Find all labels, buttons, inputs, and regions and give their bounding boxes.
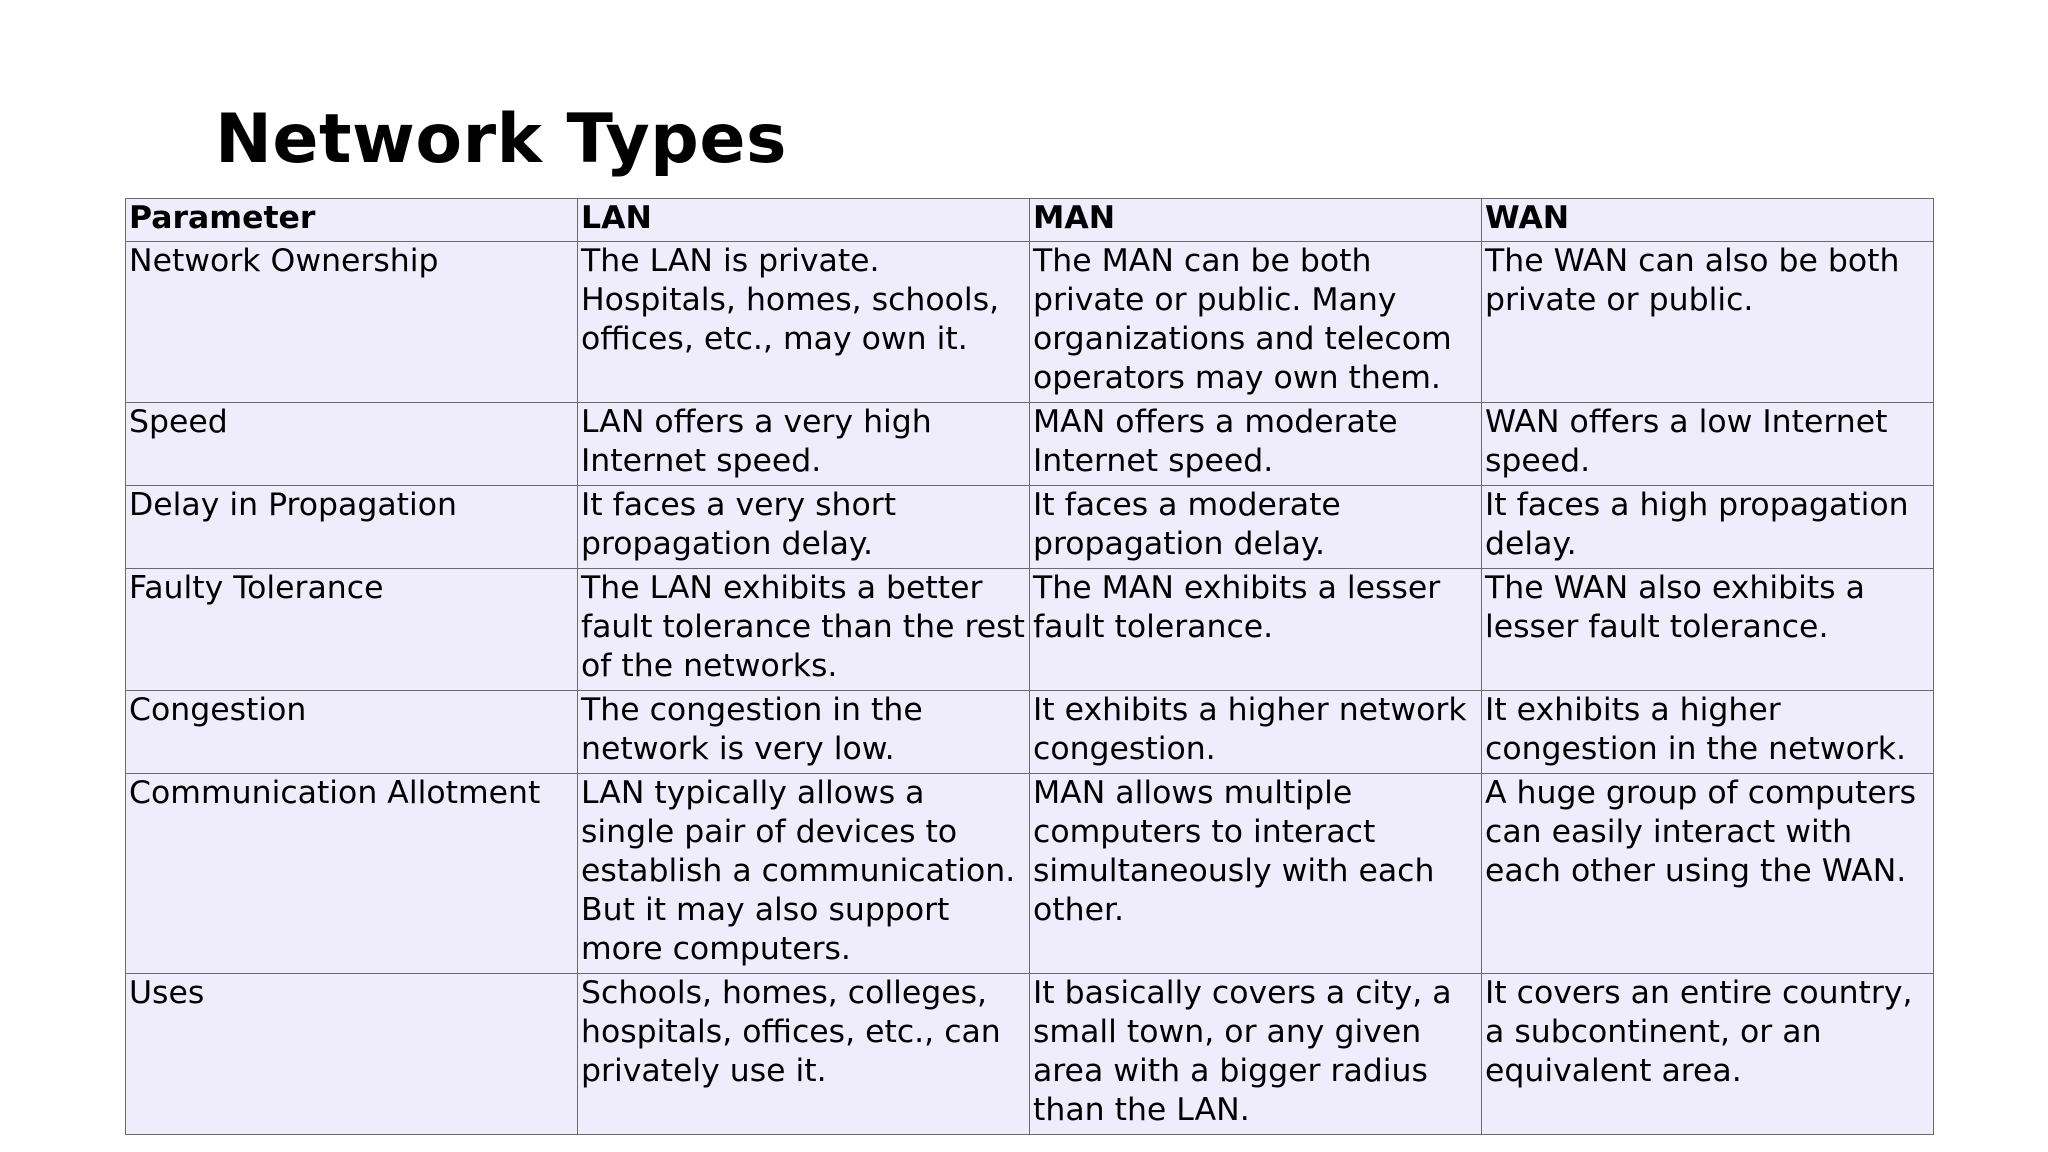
row-parameter-cell: Uses — [126, 974, 578, 1135]
network-types-table — [125, 198, 1934, 1135]
wan-cell: It exhibits a higher congestion in the network. — [1482, 691, 1934, 774]
lan-cell: The LAN exhibits a better fault tolerance than the rest of the networks. — [578, 569, 1030, 691]
wan-cell: The WAN also exhibits a lesser fault tolerance. — [1482, 569, 1934, 691]
lan-cell: Schools, homes, colleges, hospitals, offices, etc., can privately use it. — [578, 974, 1030, 1135]
man-cell: It basically covers a city, a small town, or any given area with a bigger radius than the LAN. — [1030, 974, 1482, 1135]
table-row — [126, 774, 1934, 974]
man-cell: The MAN exhibits a lesser fault tolerance. — [1030, 569, 1482, 691]
lan-cell: The congestion in the network is very low. — [578, 691, 1030, 774]
wan-cell: It faces a high propagation delay. — [1482, 486, 1934, 569]
table-row — [126, 569, 1934, 691]
row-parameter-cell: Speed — [126, 403, 578, 486]
lan-cell: LAN offers a very high Internet speed. — [578, 403, 1030, 486]
man-cell: MAN offers a moderate Internet speed. — [1030, 403, 1482, 486]
header-wan: WAN — [1482, 199, 1934, 242]
header-parameter: Parameter — [126, 199, 578, 242]
header-man: MAN — [1030, 199, 1482, 242]
man-cell: It exhibits a higher network congestion. — [1030, 691, 1482, 774]
lan-cell: The LAN is private. Hospitals, homes, schools, offices, etc., may own it. — [578, 242, 1030, 403]
row-parameter-cell: Communication Allotment — [126, 774, 578, 974]
page-title: Network Types — [215, 100, 787, 179]
table-header-row — [126, 199, 1934, 242]
row-parameter-cell: Network Ownership — [126, 242, 578, 403]
man-cell: It faces a moderate propagation delay. — [1030, 486, 1482, 569]
table-row — [126, 403, 1934, 486]
table-row — [126, 691, 1934, 774]
man-cell: MAN allows multiple computers to interact simultaneously with each other. — [1030, 774, 1482, 974]
row-parameter-cell: Congestion — [126, 691, 578, 774]
row-parameter-cell: Delay in Propagation — [126, 486, 578, 569]
table-row — [126, 486, 1934, 569]
wan-cell: It covers an entire country, a subcontinent, or an equivalent area. — [1482, 974, 1934, 1135]
table-row — [126, 242, 1934, 403]
wan-cell: WAN offers a low Internet speed. — [1482, 403, 1934, 486]
header-lan: LAN — [578, 199, 1030, 242]
lan-cell: It faces a very short propagation delay. — [578, 486, 1030, 569]
table-row — [126, 974, 1934, 1135]
wan-cell: A huge group of computers can easily interact with each other using the WAN. — [1482, 774, 1934, 974]
man-cell: The MAN can be both private or public. Many organizations and telecom operators may own them. — [1030, 242, 1482, 403]
lan-cell: LAN typically allows a single pair of devices to establish a communication. But it may also support more computers. — [578, 774, 1030, 974]
row-parameter-cell: Faulty Tolerance — [126, 569, 578, 691]
wan-cell: The WAN can also be both private or public. — [1482, 242, 1934, 403]
